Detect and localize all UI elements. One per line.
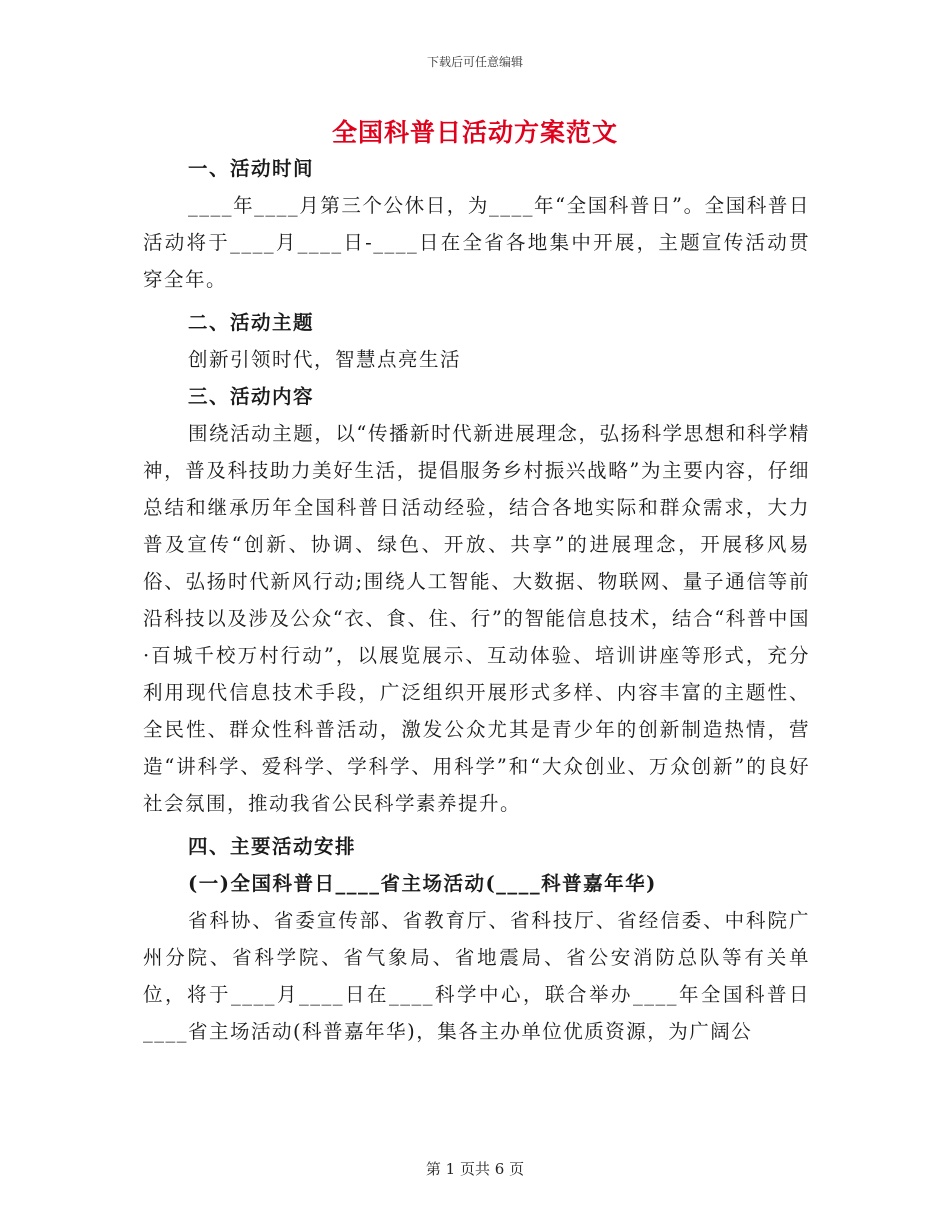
- section-text-content: 围绕活动主题，以“传播新时代新进展理念，弘扬科学思想和科学精神，普及科技助力美好生活，提倡服务乡村振兴战略”为主要内容，仔细总结和继承历年全国科普日活动经验，结合各地实际和群众需求，大力普及宣传“创新、协调、绿色、开放、共享”的进展理念，开展移风易俗、弘扬时代新风行动;围绕人工智能、大数据、物联网、量子通信等前沿科技以及涉及公众“衣、食、住、行”的智能信息技术，结合“科普中国·百城千校万村行动”，以展览展示、互动体验、培训讲座等形式，充分利用现代信息技术手段，广泛组织开展形式多样、内容丰富的主题性、全民性、群众性科普活动，激发公众尤其是青少年的创新制造热情，营造“讲科学、爱科学、学科学、用科学”和“大众创业、万众创新”的良好社会氛围，推动我省公民科学素养提升。: [143, 422, 810, 815]
- document-body: [143, 150, 810, 1050]
- header-note: 下载后可任意编辑: [426, 55, 523, 69]
- section-heading-time: 一、活动时间: [188, 157, 315, 180]
- section-heading-theme: 二、活动主题: [188, 311, 315, 334]
- section-heading-content: 三、活动内容: [188, 385, 315, 408]
- sub-heading-main-event: (一)全国科普日____省主场活动(____科普嘉年华): [188, 872, 657, 895]
- section-heading-arrangement: 四、主要活动安排: [188, 835, 357, 858]
- section-text-time: ____年____月第三个公休日，为____年“全国科普日”。全国科普日活动将于____月____日-____日在全省各地集中开展，主题宣传活动贯穿全年。: [143, 194, 810, 291]
- document-title: 全国科普日活动方案范文: [331, 118, 618, 147]
- page-number: 第 1 页共 6 页: [425, 1160, 525, 1178]
- sub-text-main-event: 省科协、省委宣传部、省教育厅、省科技厅、省经信委、中科院广州分院、省科学院、省气象局、省地震局、省公安消防总队等有关单位，将于____月____日在____科学中心，联合举办____年全国科普日____省主场活动(科普嘉年华)，集各主办单位优质资源，为广阔公: [143, 909, 810, 1043]
- section-text-theme: 创新引领时代，智慧点亮生活: [188, 348, 462, 371]
